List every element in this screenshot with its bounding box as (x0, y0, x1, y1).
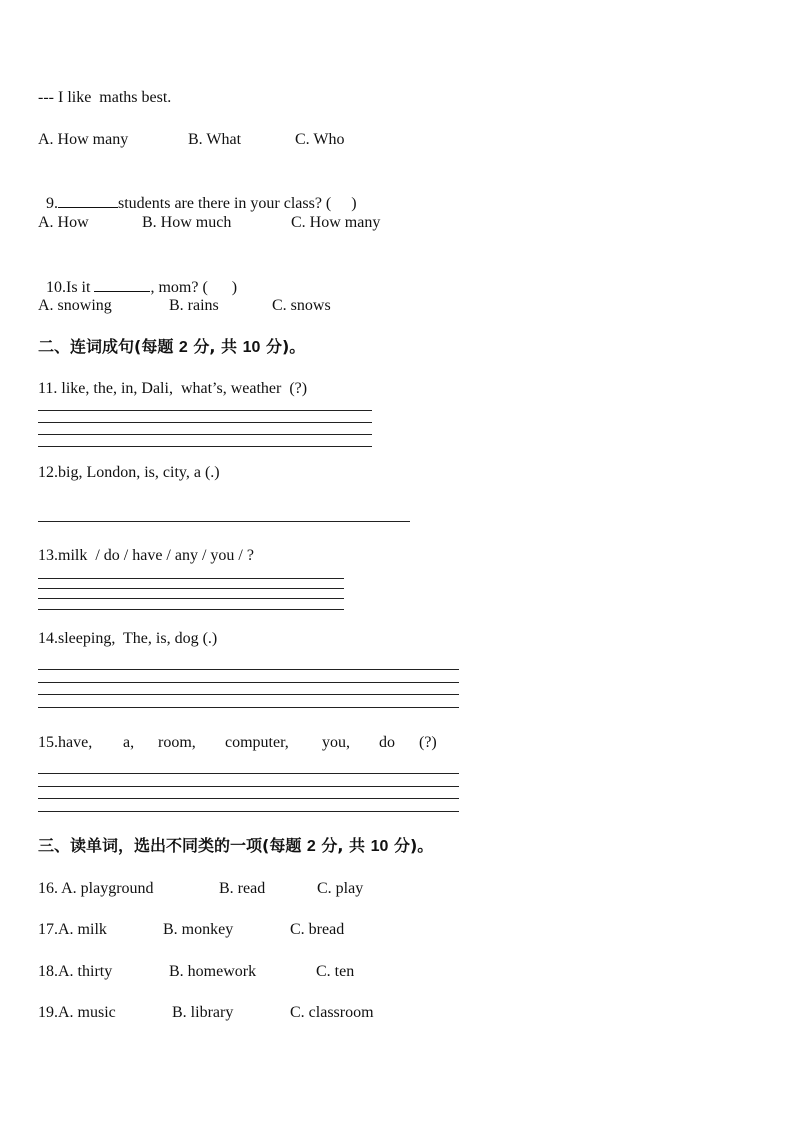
writing-line (38, 422, 372, 423)
q17-option-b: B. monkey (163, 921, 234, 938)
q10-option-a: A. snowing (38, 297, 112, 314)
section-3-heading: 三、读单词，选出不同类的一项(每题 2 分, 共 10 分)。 (38, 836, 434, 855)
writing-line (38, 786, 459, 787)
question-15-word: do (379, 734, 395, 751)
question-13: 13.milk / do / have / any / you / ? (38, 547, 254, 564)
question-9-text: students are there in your class? ( ) (118, 195, 357, 212)
q18-option-c: C. ten (316, 963, 355, 980)
q8-option-a: A. How many (38, 131, 129, 148)
q18-option-a: 18.A. thirty (38, 963, 113, 980)
q9-option-a: A. How (38, 214, 89, 231)
question-14: 14.sleeping, The, is, dog (.) (38, 630, 218, 647)
answer-blank (58, 191, 118, 208)
q19-option-b: B. library (172, 1004, 234, 1021)
q19-option-c: C. classroom (290, 1004, 374, 1021)
writing-line (38, 798, 459, 799)
q10-option-c: C. snows (272, 297, 331, 314)
question-11: 11. like, the, in, Dali, what’s, weather (?) (38, 380, 308, 397)
writing-line (38, 669, 459, 670)
writing-line (38, 521, 410, 522)
writing-line (38, 434, 372, 435)
q16-option-b: B. read (219, 880, 266, 897)
writing-line (38, 578, 344, 579)
q8-option-b: B. What (188, 131, 242, 148)
q9-option-c: C. How many (291, 214, 381, 231)
answer-blank (94, 275, 150, 292)
question-15-word: room, (158, 734, 196, 751)
q10-option-b: B. rains (169, 297, 219, 314)
question-15-word: 15.have, (38, 734, 93, 751)
q16-option-a: 16. A. playground (38, 880, 154, 897)
question-15-word: (?) (419, 734, 437, 751)
question-10-number: 10. (46, 279, 66, 296)
question-15-word: computer, (225, 734, 289, 751)
writing-line (38, 446, 372, 447)
question-9-number: 9. (46, 195, 58, 212)
q19-option-a: 19.A. music (38, 1004, 116, 1021)
question-12: 12.big, London, is, city, a (.) (38, 464, 220, 481)
writing-line (38, 598, 344, 599)
question-10-text-before: Is it (66, 279, 95, 296)
question-15-word: a, (123, 734, 135, 751)
writing-line (38, 694, 459, 695)
writing-line (38, 609, 344, 610)
writing-line (38, 682, 459, 683)
question-10 (38, 255, 237, 298)
question-10-text-after: , mom? ( ) (150, 279, 238, 296)
q16-option-c: C. play (317, 880, 364, 897)
question-9 (38, 171, 357, 214)
q17-option-c: C. bread (290, 921, 345, 938)
section-2-heading: 二、连词成句(每题 2 分, 共 10 分)。 (38, 337, 306, 356)
q8-option-c: C. Who (295, 131, 345, 148)
q9-option-b: B. How much (142, 214, 232, 231)
q8-answer-line: --- I like maths best. (38, 89, 172, 106)
q17-option-a: 17.A. milk (38, 921, 107, 938)
writing-line (38, 410, 372, 411)
writing-line (38, 773, 459, 774)
writing-line (38, 707, 459, 708)
writing-line (38, 811, 459, 812)
q18-option-b: B. homework (169, 963, 257, 980)
question-15-word: you, (322, 734, 350, 751)
writing-line (38, 588, 344, 589)
